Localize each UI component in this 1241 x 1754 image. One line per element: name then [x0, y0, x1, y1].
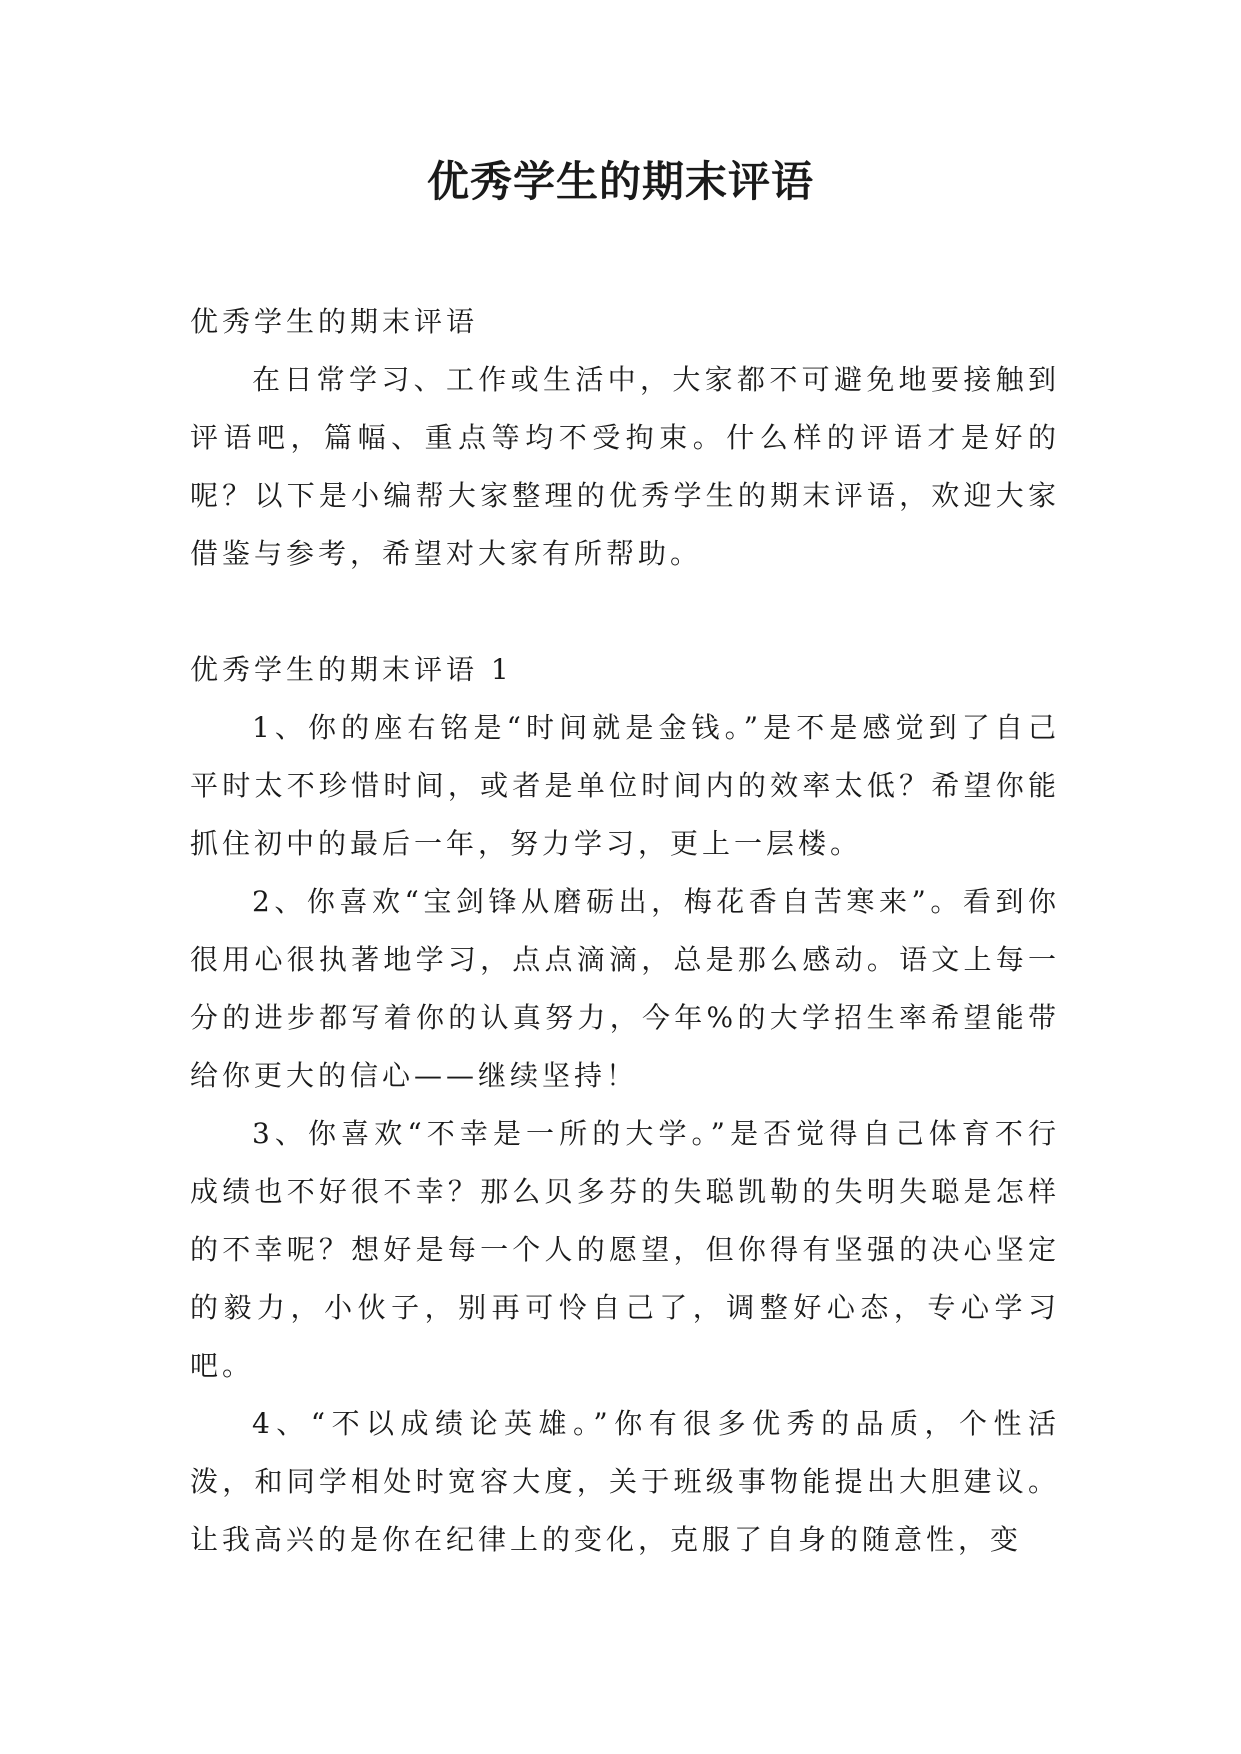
- document-subtitle: 优秀学生的期末评语: [190, 305, 479, 338]
- section-heading-1: 优秀学生的期末评语 1: [190, 653, 513, 686]
- comment-item-4: 4、“不以成绩论英雄。”你有很多优秀的品质，个性活泼，和同学相处时宽容大度，关于班级事物能提出大胆建议。让我高兴的是你在纪律上的变化，克服了自身的随意性，变: [190, 1407, 1060, 1556]
- document-body: [190, 293, 1060, 1569]
- comment-item-2: 2、你喜欢“宝剑锋从磨砺出，梅花香自苦寒来”。看到你很用心很执著地学习，点点滴滴，总是那么感动。语文上每一分的进步都写着你的认真努力，今年%的大学招生率希望能带给你更大的信心——继续坚持！: [190, 885, 1060, 1092]
- comment-item-1: 1、你的座右铭是“时间就是金钱。”是不是感觉到了自己平时太不珍惜时间，或者是单位时间内的效率太低？希望你能抓住初中的最后一年，努力学习，更上一层楼。: [190, 711, 1060, 860]
- document-title: 优秀学生的期末评语: [426, 157, 814, 206]
- comment-item-3: 3、你喜欢“不幸是一所的大学。”是否觉得自己体育不行成绩也不好很不幸？那么贝多芬的失聪凯勒的失明失聪是怎样的不幸呢？想好是每一个人的愿望，但你得有坚强的决心坚定的毅力，小伙子，别再可怜自己了，调整好心态，专心学习吧。: [190, 1117, 1060, 1382]
- intro-paragraph: 在日常学习、工作或生活中，大家都不可避免地要接触到评语吧，篇幅、重点等均不受拘束。什么样的评语才是好的呢？以下是小编帮大家整理的优秀学生的期末评语，欢迎大家借鉴与参考，希望对大家有所帮助。: [190, 363, 1060, 570]
- paragraph-gap: [190, 583, 1060, 641]
